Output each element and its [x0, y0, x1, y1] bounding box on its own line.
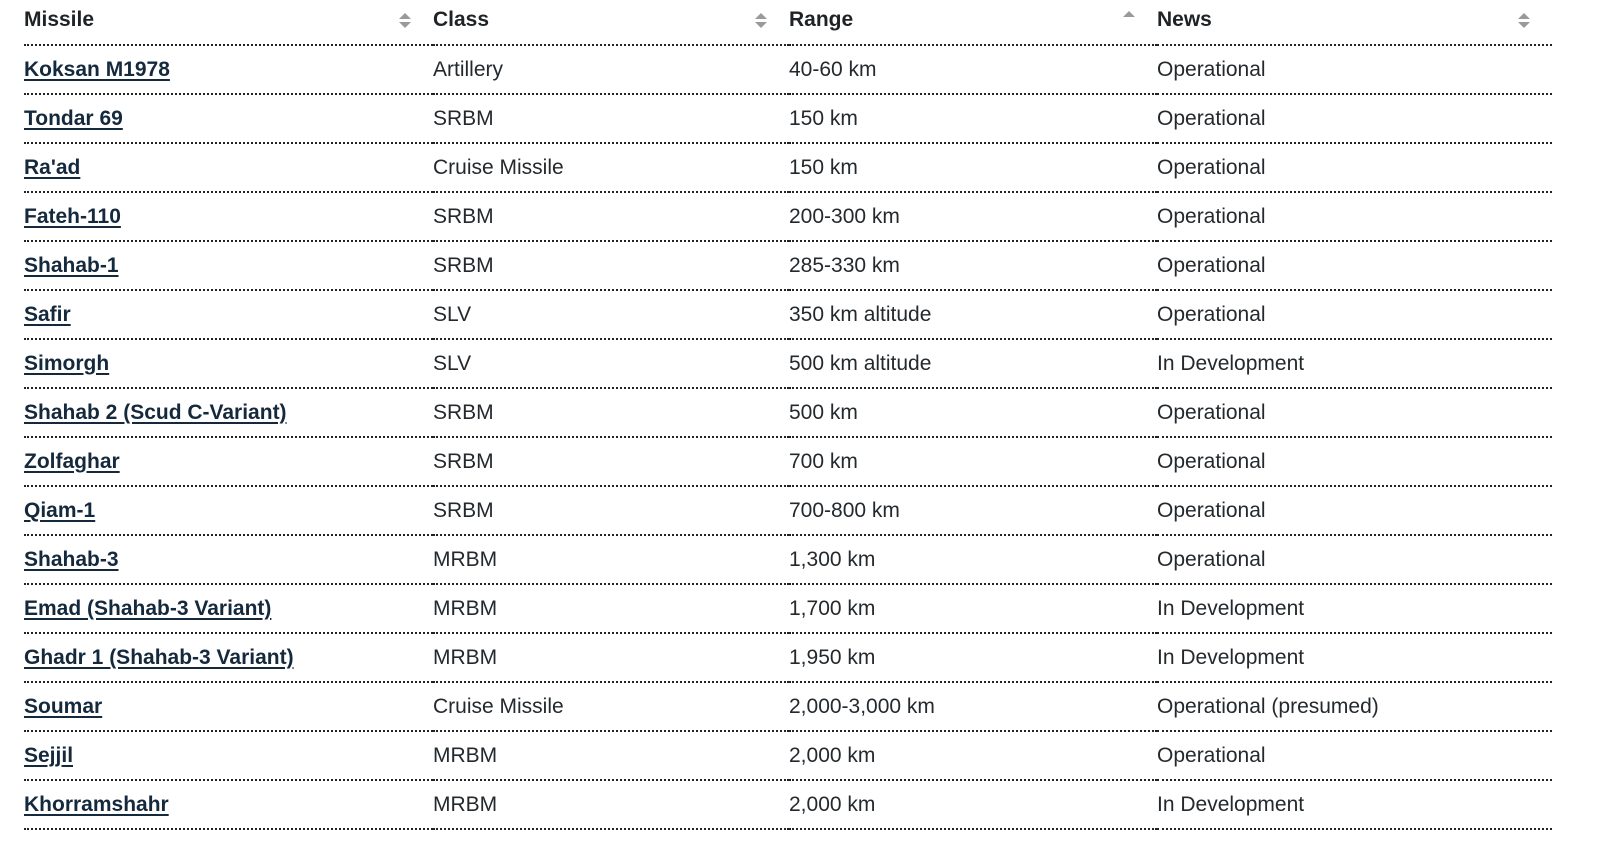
cell-class: MRBM	[433, 584, 789, 633]
table-row	[24, 45, 1552, 94]
cell-class: SRBM	[433, 437, 789, 486]
cell-missile	[24, 780, 433, 829]
table-row	[24, 388, 1552, 437]
cell-missile	[24, 241, 433, 290]
cell-missile	[24, 535, 433, 584]
column-header-label: Missile	[24, 8, 95, 31]
cell-missile	[24, 584, 433, 633]
missile-link[interactable]: Koksan M1978	[24, 57, 170, 81]
cell-missile	[24, 388, 433, 437]
sort-both-icon[interactable]	[1518, 13, 1530, 29]
cell-range: 500 km altitude	[789, 339, 1157, 388]
table-row	[24, 486, 1552, 535]
cell-missile	[24, 731, 433, 780]
missile-link[interactable]: Safir	[24, 302, 71, 326]
cell-news: In Development	[1157, 339, 1552, 388]
cell-missile	[24, 94, 433, 143]
cell-news: Operational	[1157, 94, 1552, 143]
header-row	[24, 0, 1552, 45]
cell-range: 200-300 km	[789, 192, 1157, 241]
cell-news: Operational (presumed)	[1157, 682, 1552, 731]
missile-link[interactable]: Zolfaghar	[24, 449, 120, 473]
sort-both-icon[interactable]	[755, 13, 767, 29]
cell-range: 40-60 km	[789, 45, 1157, 94]
cell-news: Operational	[1157, 535, 1552, 584]
table-row	[24, 94, 1552, 143]
table-row	[24, 633, 1552, 682]
cell-news: Operational	[1157, 143, 1552, 192]
cell-missile	[24, 633, 433, 682]
column-header-label: Range	[789, 8, 854, 31]
cell-news: Operational	[1157, 437, 1552, 486]
missile-link[interactable]: Ghadr 1 (Shahab-3 Variant)	[24, 645, 294, 669]
cell-news: In Development	[1157, 780, 1552, 829]
cell-class: MRBM	[433, 780, 789, 829]
column-header-label: News	[1157, 8, 1212, 31]
cell-news: Operational	[1157, 45, 1552, 94]
table-row	[24, 192, 1552, 241]
sort-both-icon[interactable]	[399, 13, 411, 29]
missile-link[interactable]: Fateh-110	[24, 204, 121, 228]
cell-missile	[24, 682, 433, 731]
cell-class: MRBM	[433, 633, 789, 682]
missile-table	[24, 0, 1552, 830]
cell-range: 500 km	[789, 388, 1157, 437]
table-row	[24, 290, 1552, 339]
cell-class: SRBM	[433, 241, 789, 290]
cell-class: MRBM	[433, 535, 789, 584]
cell-missile	[24, 290, 433, 339]
cell-news: In Development	[1157, 633, 1552, 682]
missile-link[interactable]: Shahab-1	[24, 253, 119, 277]
cell-missile	[24, 45, 433, 94]
column-header-label: Class	[433, 8, 490, 31]
cell-range: 700-800 km	[789, 486, 1157, 535]
cell-range: 285-330 km	[789, 241, 1157, 290]
cell-range: 700 km	[789, 437, 1157, 486]
cell-news: In Development	[1157, 584, 1552, 633]
cell-class: Artillery	[433, 45, 789, 94]
missile-link[interactable]: Shahab-3	[24, 547, 119, 571]
missile-link[interactable]: Sejjil	[24, 743, 74, 767]
cell-class: SRBM	[433, 388, 789, 437]
cell-missile	[24, 143, 433, 192]
cell-missile	[24, 192, 433, 241]
cell-range: 1,300 km	[789, 535, 1157, 584]
sort-ascending-icon[interactable]	[1123, 11, 1135, 27]
table-body	[24, 45, 1552, 829]
missile-link[interactable]: Emad (Shahab-3 Variant)	[24, 596, 272, 620]
cell-missile	[24, 339, 433, 388]
table-row	[24, 584, 1552, 633]
table-row	[24, 780, 1552, 829]
column-header-news[interactable]	[1157, 0, 1552, 45]
cell-class: Cruise Missile	[433, 143, 789, 192]
table-row	[24, 437, 1552, 486]
cell-range: 150 km	[789, 143, 1157, 192]
table-row	[24, 535, 1552, 584]
cell-missile	[24, 486, 433, 535]
cell-range: 1,950 km	[789, 633, 1157, 682]
cell-news: Operational	[1157, 241, 1552, 290]
cell-news: Operational	[1157, 388, 1552, 437]
cell-range: 350 km altitude	[789, 290, 1157, 339]
table-header	[24, 0, 1552, 45]
missile-link[interactable]: Simorgh	[24, 351, 110, 375]
column-header-missile[interactable]	[24, 0, 433, 45]
table-row	[24, 682, 1552, 731]
cell-range: 150 km	[789, 94, 1157, 143]
missile-link[interactable]: Shahab 2 (Scud C-Variant)	[24, 400, 287, 424]
cell-missile	[24, 437, 433, 486]
cell-class: SLV	[433, 290, 789, 339]
table-row	[24, 143, 1552, 192]
missile-link[interactable]: Tondar 69	[24, 106, 123, 130]
cell-class: Cruise Missile	[433, 682, 789, 731]
cell-class: SLV	[433, 339, 789, 388]
cell-range: 1,700 km	[789, 584, 1157, 633]
column-header-class[interactable]	[433, 0, 789, 45]
cell-news: Operational	[1157, 192, 1552, 241]
missile-link[interactable]: Soumar	[24, 694, 103, 718]
cell-class: SRBM	[433, 94, 789, 143]
cell-range: 2,000 km	[789, 731, 1157, 780]
missile-link[interactable]: Qiam-1	[24, 498, 96, 522]
missile-table-container	[24, 0, 1552, 830]
cell-range: 2,000 km	[789, 780, 1157, 829]
table-row	[24, 241, 1552, 290]
cell-news: Operational	[1157, 731, 1552, 780]
cell-range: 2,000-3,000 km	[789, 682, 1157, 731]
cell-class: SRBM	[433, 192, 789, 241]
column-header-range[interactable]	[789, 0, 1157, 45]
cell-news: Operational	[1157, 290, 1552, 339]
table-row	[24, 339, 1552, 388]
missile-link[interactable]: Khorramshahr	[24, 792, 169, 816]
cell-class: MRBM	[433, 731, 789, 780]
missile-link[interactable]: Ra'ad	[24, 155, 81, 179]
cell-class: SRBM	[433, 486, 789, 535]
table-row	[24, 731, 1552, 780]
cell-news: Operational	[1157, 486, 1552, 535]
